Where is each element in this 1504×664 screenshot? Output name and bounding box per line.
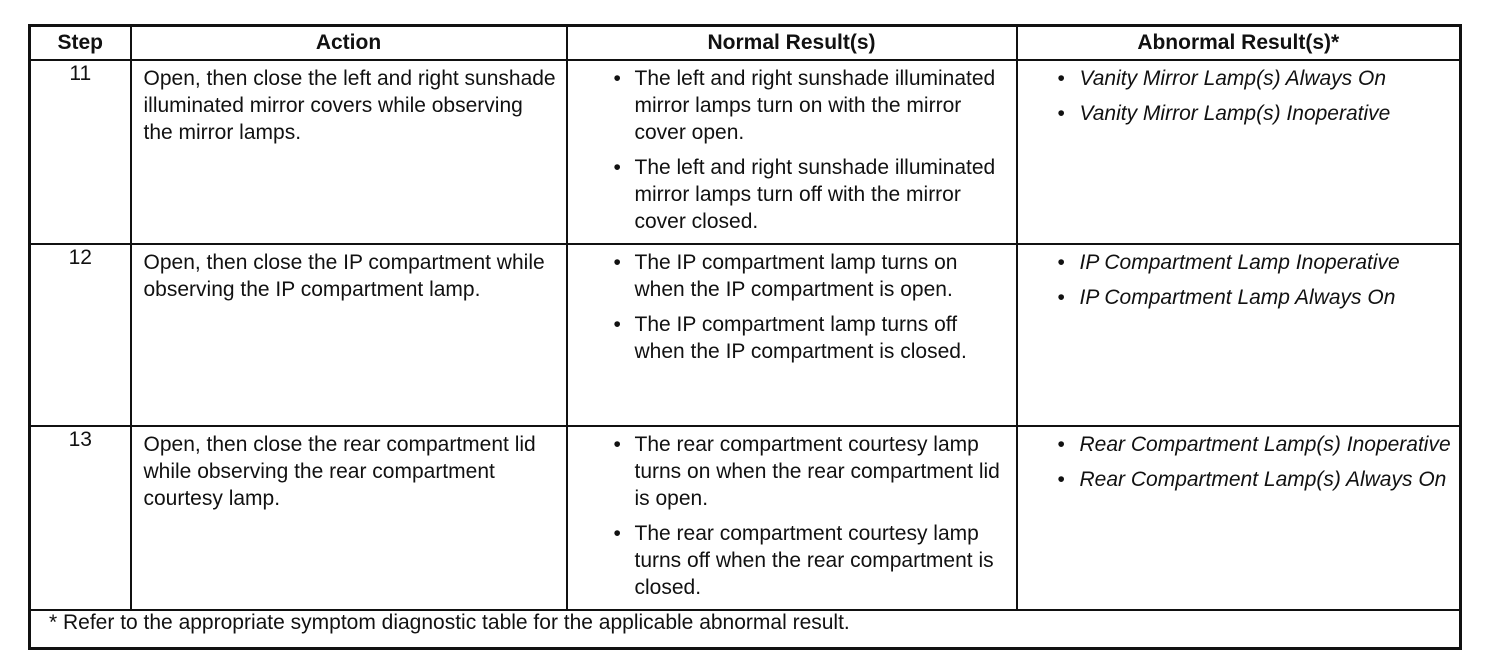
list-item — [574, 65, 1010, 146]
list-item — [574, 311, 1010, 365]
action-cell: Open, then close the left and right sunshade illuminated mirror covers while observing the mirror lamps. — [131, 60, 567, 244]
table-row — [30, 60, 1461, 244]
normal-result-text: The rear compartment courtesy lamp turns on when the rear compartment lid is open. — [634, 433, 1000, 510]
header-row — [30, 26, 1461, 61]
bullet-icon: • — [613, 67, 621, 90]
normal-result-cell — [567, 244, 1017, 426]
bullet-icon: • — [1057, 468, 1065, 491]
bullet-icon: • — [613, 522, 621, 545]
normal-result-text: The rear compartment courtesy lamp turns off when the rear compartment is closed. — [634, 522, 994, 599]
list-item — [1024, 284, 1454, 311]
header-abnormal-result: Abnormal Result(s)* — [1017, 26, 1461, 61]
normal-result-text: The left and right sunshade illuminated mirror lamps turn off with the mirror cover closed. — [634, 156, 996, 233]
list-item — [1024, 100, 1454, 127]
step-number: 11 — [30, 60, 131, 244]
bullet-icon: • — [1057, 251, 1065, 274]
bullet-icon: • — [613, 313, 621, 336]
abnormal-result-cell — [1017, 244, 1461, 426]
bullet-icon: • — [1057, 433, 1065, 456]
diagnostic-table — [28, 24, 1462, 650]
abnormal-result-text: IP Compartment Lamp Inoperative — [1079, 251, 1400, 274]
action-cell: Open, then close the rear compartment lid while observing the rear compartment courtesy lamp. — [131, 426, 567, 610]
abnormal-result-text: Rear Compartment Lamp(s) Always On — [1079, 468, 1447, 491]
normal-result-cell — [567, 426, 1017, 610]
bullet-icon: • — [613, 251, 621, 274]
list-item — [574, 154, 1010, 235]
table-row — [30, 426, 1461, 610]
header-step: Step — [30, 26, 131, 61]
abnormal-result-text: Vanity Mirror Lamp(s) Always On — [1079, 67, 1387, 90]
bullet-icon: • — [1057, 102, 1065, 125]
step-number: 13 — [30, 426, 131, 610]
header-normal-result: Normal Result(s) — [567, 26, 1017, 61]
abnormal-result-text: IP Compartment Lamp Always On — [1079, 286, 1396, 309]
bullet-icon: • — [1057, 67, 1065, 90]
abnormal-result-text: Rear Compartment Lamp(s) Inoperative — [1079, 433, 1451, 456]
normal-result-text: The IP compartment lamp turns off when the IP compartment is closed. — [634, 313, 967, 363]
abnormal-result-cell — [1017, 426, 1461, 610]
list-item — [1024, 65, 1454, 92]
list-item — [574, 520, 1010, 601]
header-action: Action — [131, 26, 567, 61]
abnormal-result-text: Vanity Mirror Lamp(s) Inoperative — [1079, 102, 1391, 125]
footnote: * Refer to the appropriate symptom diagnostic table for the applicable abnormal result. — [30, 610, 1461, 649]
abnormal-result-cell — [1017, 60, 1461, 244]
action-cell: Open, then close the IP compartment while observing the IP compartment lamp. — [131, 244, 567, 426]
list-item — [574, 431, 1010, 512]
list-item — [1024, 431, 1454, 458]
normal-result-text: The IP compartment lamp turns on when the IP compartment is open. — [634, 251, 958, 301]
normal-result-cell — [567, 60, 1017, 244]
list-item — [1024, 249, 1454, 276]
bullet-icon: • — [613, 433, 621, 456]
footnote-row — [30, 610, 1461, 649]
step-number: 12 — [30, 244, 131, 426]
normal-result-text: The left and right sunshade illuminated mirror lamps turn on with the mirror cover open. — [634, 67, 996, 144]
list-item — [1024, 466, 1454, 493]
bullet-icon: • — [613, 156, 621, 179]
table-row — [30, 244, 1461, 426]
list-item — [574, 249, 1010, 303]
bullet-icon: • — [1057, 286, 1065, 309]
